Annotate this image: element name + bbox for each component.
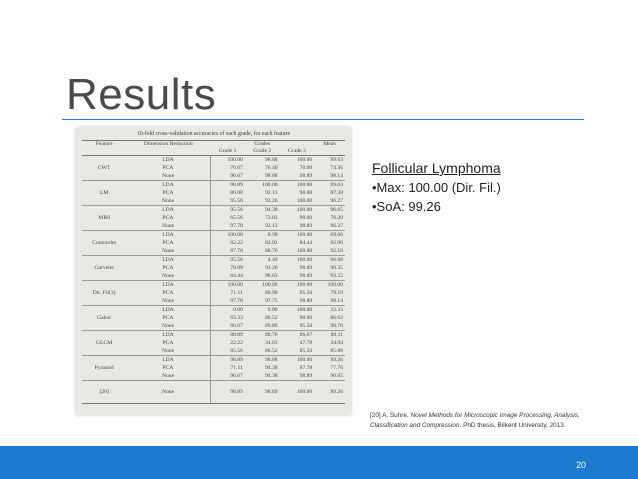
grade-cell: 92.13 bbox=[264, 190, 278, 196]
dimred-cell: None bbox=[161, 323, 175, 329]
mean-cell: 79.19 bbox=[330, 290, 343, 296]
grade-cell: 71.11 bbox=[210, 364, 245, 372]
grade-cell: 98.89 bbox=[299, 173, 313, 179]
grade-cell: 22.22 bbox=[210, 339, 245, 347]
header-feature: Feature bbox=[82, 141, 126, 149]
grade-cell: 98.88 bbox=[245, 156, 280, 165]
header-dimred: Dimension Reduction bbox=[126, 141, 210, 149]
grade-cell: 98.89 bbox=[245, 381, 280, 404]
dimred-cell: PCA bbox=[162, 190, 174, 196]
grade-cell: 83.33 bbox=[210, 314, 245, 322]
mean-cell: 76.20 bbox=[330, 215, 343, 221]
mean-cell: 96.65 bbox=[330, 373, 343, 379]
grade-cell: 0.00 bbox=[210, 306, 245, 315]
dimred-cell: None bbox=[161, 373, 175, 379]
dimred-cell: PCA bbox=[162, 290, 174, 296]
grade-cell: 80.00 bbox=[210, 189, 245, 197]
grade-cell: 93.26 bbox=[264, 265, 278, 271]
grade-cell: 94.38 bbox=[264, 365, 278, 371]
reference-note bbox=[370, 411, 595, 431]
grade-cell: 98.89 bbox=[299, 298, 313, 304]
grade-cell: 88.89 bbox=[210, 331, 245, 340]
grade-cell: 97.78 bbox=[210, 222, 245, 231]
mean-cell: 34.94 bbox=[330, 340, 343, 346]
sidebar-bullet-max: •Max: 100.00 (Dir. Fil.) bbox=[372, 180, 501, 195]
dimred-cell: LDA bbox=[126, 181, 210, 190]
grade-cell: 97.75 bbox=[264, 298, 278, 304]
mean-cell: 88.11 bbox=[314, 331, 345, 340]
mean-cell: 92.18 bbox=[330, 248, 343, 254]
grade-cell: 100.00 bbox=[280, 306, 315, 315]
dimred-cell: LDA bbox=[126, 306, 210, 315]
grade-cell: 90.00 bbox=[299, 315, 313, 321]
mean-cell: 98.14 bbox=[330, 173, 343, 179]
dimred-cell: None bbox=[161, 173, 175, 179]
table-row bbox=[82, 156, 345, 165]
dimred-cell: LDA bbox=[126, 206, 210, 215]
grade-cell: 100.00 bbox=[280, 156, 315, 165]
dimred-cell: None bbox=[126, 381, 210, 404]
grade-cell: 96.67 bbox=[210, 172, 245, 181]
grade-cell: 67.78 bbox=[299, 365, 313, 371]
grade-cell: 82.02 bbox=[264, 240, 278, 246]
dimred-cell: None bbox=[161, 273, 175, 279]
grade-cell: 0.00 bbox=[245, 306, 280, 315]
results-table bbox=[82, 140, 345, 404]
grade-cell: 85.56 bbox=[299, 290, 313, 296]
grade-cell: 86.52 bbox=[264, 348, 278, 354]
dimred-cell: None bbox=[161, 248, 175, 254]
feature-cell: Curvelet bbox=[82, 256, 126, 281]
mean-cell: 99.26 bbox=[314, 381, 345, 404]
footer-bar bbox=[0, 446, 638, 479]
mean-cell: 99.26 bbox=[314, 356, 345, 365]
dimred-cell: PCA bbox=[162, 215, 174, 221]
grade-cell: 86.67 bbox=[210, 322, 245, 331]
reference-row bbox=[82, 381, 345, 404]
grade-cell: 96.67 bbox=[210, 372, 245, 381]
mean-cell: 99.63 bbox=[314, 156, 345, 165]
grade-cell: 100.00 bbox=[280, 281, 315, 290]
mean-cell: 96.27 bbox=[330, 198, 343, 204]
grade-cell: 100.00 bbox=[280, 256, 315, 265]
feature-cell: [20] bbox=[82, 381, 126, 404]
grade-cell: 100.00 bbox=[280, 381, 315, 404]
page-number: 20 bbox=[575, 460, 586, 470]
dimred-cell: PCA bbox=[162, 340, 174, 346]
grade-cell: 100.00 bbox=[210, 281, 245, 290]
mean-cell: 74.36 bbox=[330, 165, 343, 171]
grade-cell: 70.00 bbox=[299, 165, 313, 171]
table-row bbox=[82, 331, 345, 340]
header-grade-3: Grade 3 bbox=[280, 148, 315, 156]
feature-cell: Contourlet bbox=[82, 231, 126, 256]
grade-cell: 97.78 bbox=[210, 297, 245, 306]
reference-title: Novel Methods for Microscopic Image Processing, Analysis, Classification and Compression bbox=[370, 412, 580, 429]
grade-cell: 95.56 bbox=[210, 206, 245, 215]
grade-cell: 78.89 bbox=[210, 264, 245, 272]
grade-cell: 98.89 bbox=[299, 373, 313, 379]
dimred-cell: LDA bbox=[126, 331, 210, 340]
mean-cell: 87.38 bbox=[330, 190, 343, 196]
table-row bbox=[82, 181, 345, 190]
table-row bbox=[82, 306, 345, 315]
grade-cell: 73.03 bbox=[264, 215, 278, 221]
grade-cell: 34.83 bbox=[264, 340, 278, 346]
feature-cell: Pyramid bbox=[82, 356, 126, 381]
grade-cell: 98.88 bbox=[264, 173, 278, 179]
table-row bbox=[82, 231, 345, 240]
grade-cell: 100.00 bbox=[210, 156, 245, 165]
grade-cell: 94.38 bbox=[245, 206, 280, 215]
grade-cell: 100.00 bbox=[210, 231, 245, 240]
mean-cell: 100.00 bbox=[314, 281, 345, 290]
grade-cell: 8.99 bbox=[245, 231, 280, 240]
header-grade-1: Grade 1 bbox=[210, 148, 245, 156]
grade-cell: 4.49 bbox=[245, 256, 280, 265]
mean-cell: 33.33 bbox=[314, 306, 345, 315]
dimred-cell: PCA bbox=[162, 315, 174, 321]
grade-cell: 98.89 bbox=[299, 223, 313, 229]
grade-cell: 96.63 bbox=[264, 273, 278, 279]
dimred-cell: None bbox=[161, 198, 175, 204]
table-row bbox=[82, 356, 345, 365]
grade-cell: 98.89 bbox=[299, 273, 313, 279]
dimred-cell: LDA bbox=[126, 156, 210, 165]
dimred-cell: LDA bbox=[126, 256, 210, 265]
table-row bbox=[82, 206, 345, 215]
grade-cell: 93.26 bbox=[264, 198, 278, 204]
mean-cell: 98.14 bbox=[330, 298, 343, 304]
grade-cell: 71.11 bbox=[210, 289, 245, 297]
grade-cell: 98.88 bbox=[245, 356, 280, 365]
dimred-cell: None bbox=[161, 298, 175, 304]
slide-title: Results bbox=[66, 70, 217, 119]
grade-cell: 89.89 bbox=[264, 323, 278, 329]
grade-cell: 84.44 bbox=[210, 272, 245, 281]
dimred-cell: None bbox=[161, 223, 175, 229]
table-caption: 10-fold cross-validation accuracies of each grade, for each feature bbox=[136, 131, 291, 137]
grade-cell: 84.44 bbox=[299, 240, 313, 246]
mean-cell: 90.70 bbox=[330, 323, 343, 329]
mean-cell: 96.65 bbox=[314, 206, 345, 215]
mean-cell: 93.32 bbox=[330, 273, 343, 279]
grade-cell: 82.22 bbox=[210, 239, 245, 247]
grade-cell: 92.13 bbox=[264, 223, 278, 229]
results-table-image bbox=[76, 127, 351, 415]
grade-cell: 100.00 bbox=[280, 231, 315, 240]
table-row bbox=[82, 256, 345, 265]
dimred-cell: PCA bbox=[162, 240, 174, 246]
grade-cell: 65.56 bbox=[210, 214, 245, 222]
grade-cell: 98.89 bbox=[210, 381, 245, 404]
dimred-cell: LDA bbox=[126, 231, 210, 240]
feature-cell: CWT bbox=[82, 156, 126, 181]
feature-cell: GLCM bbox=[82, 331, 126, 356]
grade-cell: 95.56 bbox=[210, 197, 245, 206]
mean-cell: 69.66 bbox=[314, 231, 345, 240]
table-row bbox=[82, 281, 345, 290]
grade-cell: 47.78 bbox=[299, 340, 313, 346]
mean-cell: 85.88 bbox=[330, 348, 343, 354]
mean-cell: 86.62 bbox=[330, 315, 343, 321]
grade-cell: 76.40 bbox=[264, 165, 278, 171]
grade-cell: 88.76 bbox=[245, 331, 280, 340]
dimred-cell: PCA bbox=[162, 165, 174, 171]
grade-cell: 88.76 bbox=[264, 248, 278, 254]
dimred-cell: PCA bbox=[162, 365, 174, 371]
grade-cell: 100.00 bbox=[245, 181, 280, 190]
grade-cell: 95.56 bbox=[299, 323, 313, 329]
grade-cell: 100.00 bbox=[296, 248, 313, 254]
grade-cell: 86.52 bbox=[264, 315, 278, 321]
sidebar-heading: Follicular Lymphoma bbox=[372, 160, 501, 176]
grade-cell: 90.00 bbox=[299, 190, 313, 196]
grade-cell: 95.56 bbox=[210, 256, 245, 265]
reference-suffix: . PhD thesis, Bilkent University, 2013. bbox=[459, 422, 566, 429]
grade-cell: 98.89 bbox=[210, 181, 245, 190]
header-mean: Mean bbox=[314, 141, 345, 149]
grade-cell: 100.00 bbox=[280, 181, 315, 190]
feature-cell: Dir. Fil(3) bbox=[82, 281, 126, 306]
grade-cell: 85.56 bbox=[210, 347, 245, 356]
grade-cell: 90.00 bbox=[299, 215, 313, 221]
header-grade-2: Grade 2 bbox=[245, 148, 280, 156]
grade-cell: 98.89 bbox=[299, 265, 313, 271]
grade-cell: 80.90 bbox=[264, 290, 278, 296]
grade-cell: 87.78 bbox=[210, 247, 245, 256]
feature-cell: LM bbox=[82, 181, 126, 206]
dimred-cell: None bbox=[161, 348, 175, 354]
title-rule bbox=[62, 119, 584, 120]
grade-cell: 86.67 bbox=[280, 331, 315, 340]
grade-cell: 100.00 bbox=[280, 206, 315, 215]
dimred-cell: PCA bbox=[162, 265, 174, 271]
mean-cell: 99.63 bbox=[314, 181, 345, 190]
sidebar-bullet-soa: •SoA: 99.26 bbox=[372, 199, 441, 214]
mean-cell: 82.90 bbox=[330, 240, 343, 246]
table-body bbox=[82, 156, 345, 404]
grade-cell: 100.00 bbox=[280, 356, 315, 365]
mean-cell: 96.27 bbox=[330, 223, 343, 229]
grade-cell: 94.38 bbox=[264, 373, 278, 379]
grade-cell: 100.00 bbox=[296, 198, 313, 204]
feature-cell: Gabor bbox=[82, 306, 126, 331]
dimred-cell: LDA bbox=[126, 356, 210, 365]
header-grades: Grades bbox=[210, 141, 314, 149]
mean-cell: 77.76 bbox=[330, 365, 343, 371]
mean-cell: 66.68 bbox=[314, 256, 345, 265]
mean-cell: 90.35 bbox=[330, 265, 343, 271]
grade-cell: 100.00 bbox=[245, 281, 280, 290]
reference-prefix: [20] A. Suhre, bbox=[370, 412, 411, 419]
grade-cell: 85.56 bbox=[299, 348, 313, 354]
grade-cell: 98.89 bbox=[210, 356, 245, 365]
grade-cell: 76.67 bbox=[210, 164, 245, 172]
feature-cell: MR8 bbox=[82, 206, 126, 231]
sidebar-text bbox=[372, 160, 501, 218]
dimred-cell: LDA bbox=[126, 281, 210, 290]
